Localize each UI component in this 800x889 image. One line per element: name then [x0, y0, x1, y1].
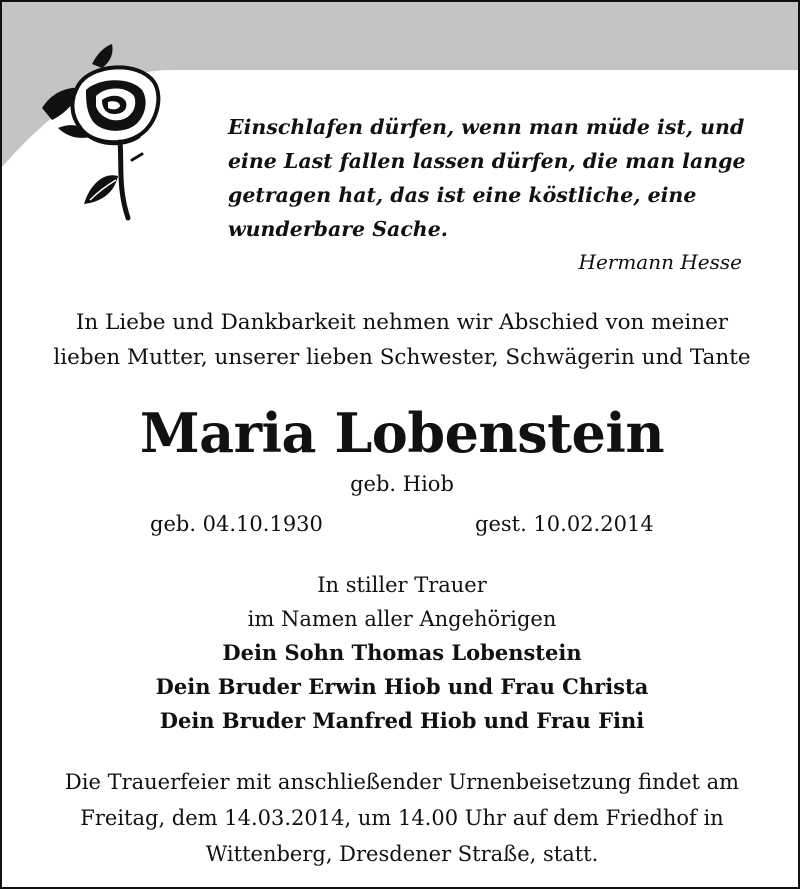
- service-line: Freitag, dem 14.03.2014, um 14.00 Uhr auf dem Friedhof in: [80, 806, 724, 830]
- family-member: Dein Bruder Erwin Hiob und Frau Christa: [155, 674, 649, 699]
- hesse-quote: [228, 110, 768, 246]
- quote-line: eine Last fallen lassen dürfen, die man lange: [228, 149, 746, 173]
- birth-date: geb. 04.10.1930: [150, 512, 323, 536]
- intro-line: lieben Mutter, unserer lieben Schwester, Schwägerin und Tante: [53, 345, 751, 370]
- family-member: Dein Sohn Thomas Lobenstein: [222, 640, 582, 665]
- death-date: gest. 10.02.2014: [475, 512, 654, 536]
- mourning-line: im Namen aller Angehörigen: [247, 607, 557, 631]
- mourning-line: In stiller Trauer: [317, 573, 487, 597]
- quote-line: Einschlafen dürfen, wenn man müde ist, und: [228, 115, 745, 139]
- deceased-name: Maria Lobenstein: [139, 401, 665, 465]
- family-member: Dein Bruder Manfred Hiob und Frau Fini: [159, 708, 645, 733]
- quote-line: getragen hat, das ist eine köstliche, eine: [228, 183, 697, 207]
- intro-line: In Liebe und Dankbarkeit nehmen wir Abschied von meiner: [75, 310, 729, 335]
- quote-author: Hermann Hesse: [578, 250, 742, 274]
- funeral-service-info: [2, 764, 800, 872]
- intro-text: [2, 305, 800, 375]
- maiden-name: geb. Hiob: [350, 472, 454, 496]
- mourners-block: [2, 568, 800, 738]
- quote-line: wunderbare Sache.: [228, 217, 448, 241]
- service-line: Die Trauerfeier mit anschließender Urnenbeisetzung findet am: [64, 770, 740, 794]
- rose-icon: [38, 42, 168, 222]
- service-line: Wittenberg, Dresdener Straße, statt.: [205, 842, 599, 866]
